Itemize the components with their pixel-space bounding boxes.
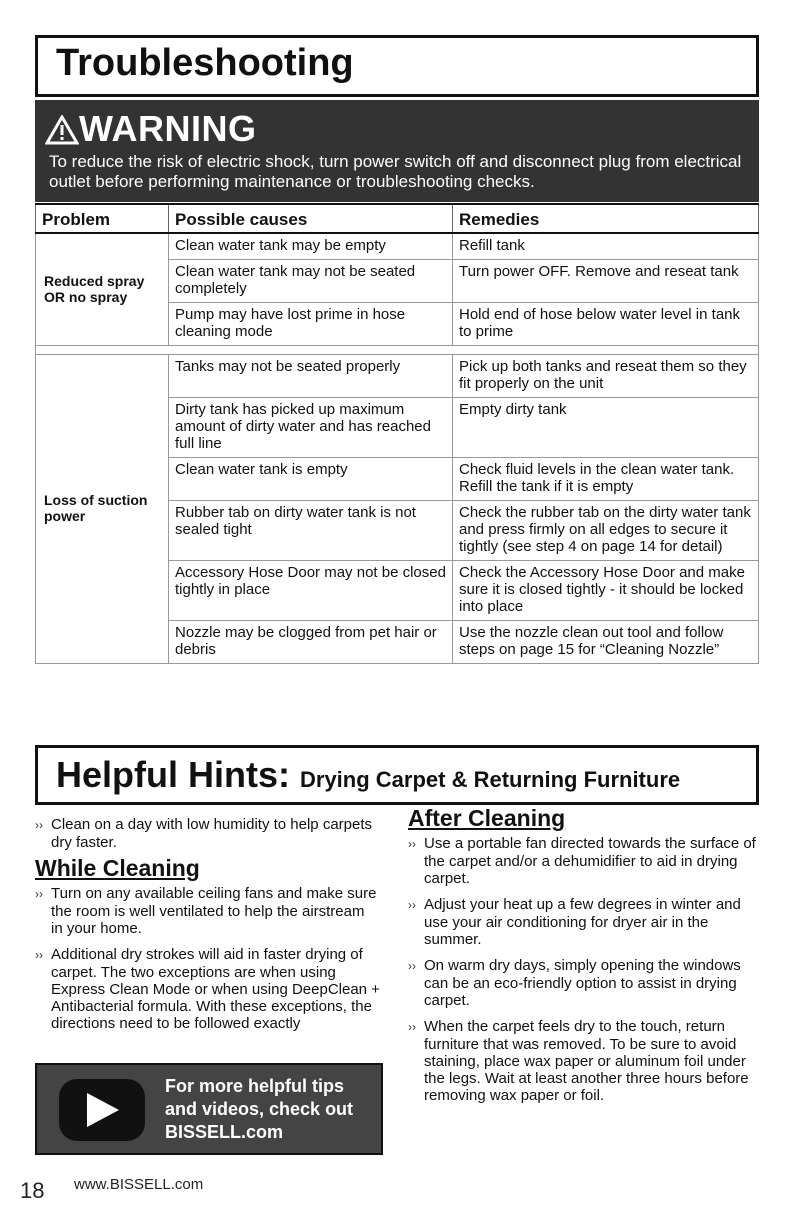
warning-box [35, 100, 759, 202]
bullet-icon: ›› [35, 887, 43, 901]
bullet-icon: ›› [408, 837, 416, 851]
list-item-text: On warm dry days, simply opening the windows can be an eco-friendly option to assist in drying carpet. [424, 957, 741, 1009]
cause-cell: Pump may have lost prime in hose cleaning mode [169, 303, 453, 346]
hints-right-column [408, 805, 758, 1113]
title-bar [35, 35, 759, 97]
helpful-hints-bar [35, 745, 759, 805]
remedy-cell: Turn power OFF. Remove and reseat tank [453, 260, 759, 303]
after-cleaning-heading: After Cleaning [408, 805, 566, 831]
problem-reduced-spray: Reduced spray OR no spray [36, 233, 169, 346]
promo-line-1: For more helpful tips [165, 1076, 345, 1096]
hints-left-column [35, 816, 380, 1041]
spacer-cell [36, 346, 759, 355]
list-item [408, 896, 758, 948]
table-header-row [36, 204, 759, 233]
warning-heading-text: WARNING [79, 108, 257, 149]
remedy-cell: Refill tank [453, 233, 759, 260]
list-item-text: When the carpet feels dry to the touch, return furniture that was removed. To be sure to avoid staining, place wax paper or aluminum foil under the legs. Wait at least another three hours before removing wax paper or foil. [424, 1018, 749, 1104]
troubleshooting-table [35, 203, 759, 664]
bullet-icon: ›› [408, 959, 416, 973]
bullet-icon: ›› [35, 818, 43, 832]
cause-cell: Clean water tank may be empty [169, 233, 453, 260]
play-icon [59, 1079, 145, 1141]
remedy-cell: Empty dirty tank [453, 398, 759, 458]
list-item-text: Adjust your heat up a few degrees in winter and use your air conditioning for dryer air in the summer. [424, 896, 741, 948]
header-problem: Problem [36, 204, 169, 233]
cause-cell: Accessory Hose Door may not be closed tightly in place [169, 561, 453, 621]
cause-cell: Dirty tank has picked up maximum amount of dirty water and has reached full line [169, 398, 453, 458]
footer-url: www.BISSELL.com [74, 1176, 204, 1193]
list-item [35, 946, 380, 1032]
list-item [35, 885, 380, 937]
cause-cell: Rubber tab on dirty water tank is not sealed tight [169, 501, 453, 561]
promo-line-2: and videos, check out [165, 1099, 354, 1119]
table-row [36, 233, 759, 260]
hint-intro [35, 816, 380, 851]
list-item-text: Additional dry strokes will aid in faster drying of carpet. The two exceptions are when using Express Clean Mode or when using DeepClean + Antibacterial formula. With these exceptions, the directions need to be followed exactly [51, 946, 380, 1032]
header-remedies: Remedies [453, 204, 759, 233]
warning-triangle-icon [45, 115, 79, 145]
hints-title [56, 754, 680, 796]
while-cleaning-heading: While Cleaning [35, 855, 200, 881]
promo-text [165, 1075, 375, 1144]
hints-title-big: Helpful Hints: [56, 754, 290, 795]
remedy-cell: Pick up both tanks and reseat them so they fit properly on the unit [453, 355, 759, 398]
list-item [408, 1018, 758, 1104]
warning-text: To reduce the risk of electric shock, turn power switch off and disconnect plug from electrical outlet before performing maintenance or troubleshooting checks. [49, 152, 742, 191]
table-spacer [36, 346, 759, 355]
table-row [36, 355, 759, 398]
cause-cell: Nozzle may be clogged from pet hair or debris [169, 621, 453, 664]
list-item [408, 957, 758, 1009]
remedy-cell: Check the rubber tab on the dirty water tank and press firmly on all edges to secure it tightly (see step 4 on page 14 for detail) [453, 501, 759, 561]
header-causes: Possible causes [169, 204, 453, 233]
remedy-cell: Hold end of hose below water level in tank to prime [453, 303, 759, 346]
bullet-icon: ›› [35, 948, 43, 962]
bullet-icon: ›› [408, 1020, 416, 1034]
cause-cell: Clean water tank may not be seated completely [169, 260, 453, 303]
cause-cell: Tanks may not be seated properly [169, 355, 453, 398]
warning-heading [45, 108, 257, 150]
hint-intro-text: Clean on a day with low humidity to help carpets dry faster. [51, 816, 373, 851]
list-item-text: Turn on any available ceiling fans and make sure the room is well ventilated to help the airstream in your home. [51, 885, 377, 937]
page-title: Troubleshooting [56, 42, 354, 84]
remedy-cell: Use the nozzle clean out tool and follow steps on page 15 for “Cleaning Nozzle” [453, 621, 759, 664]
cause-cell: Clean water tank is empty [169, 458, 453, 501]
bullet-icon: ›› [408, 898, 416, 912]
problem-loss-of-suction: Loss of suction power [36, 355, 169, 664]
promo-box[interactable] [35, 1063, 383, 1155]
list-item-text: Use a portable fan directed towards the surface of the carpet and/or a dehumidifier to aid in drying carpet. [424, 835, 756, 887]
page-number: 18 [20, 1178, 45, 1203]
hints-title-small: Drying Carpet & Returning Furniture [300, 767, 681, 792]
remedy-cell: Check fluid levels in the clean water tank. Refill the tank if it is empty [453, 458, 759, 501]
promo-line-3: BISSELL.com [165, 1122, 284, 1142]
list-item [408, 835, 758, 887]
remedy-cell: Check the Accessory Hose Door and make sure it is closed tightly - it should be locked into place [453, 561, 759, 621]
